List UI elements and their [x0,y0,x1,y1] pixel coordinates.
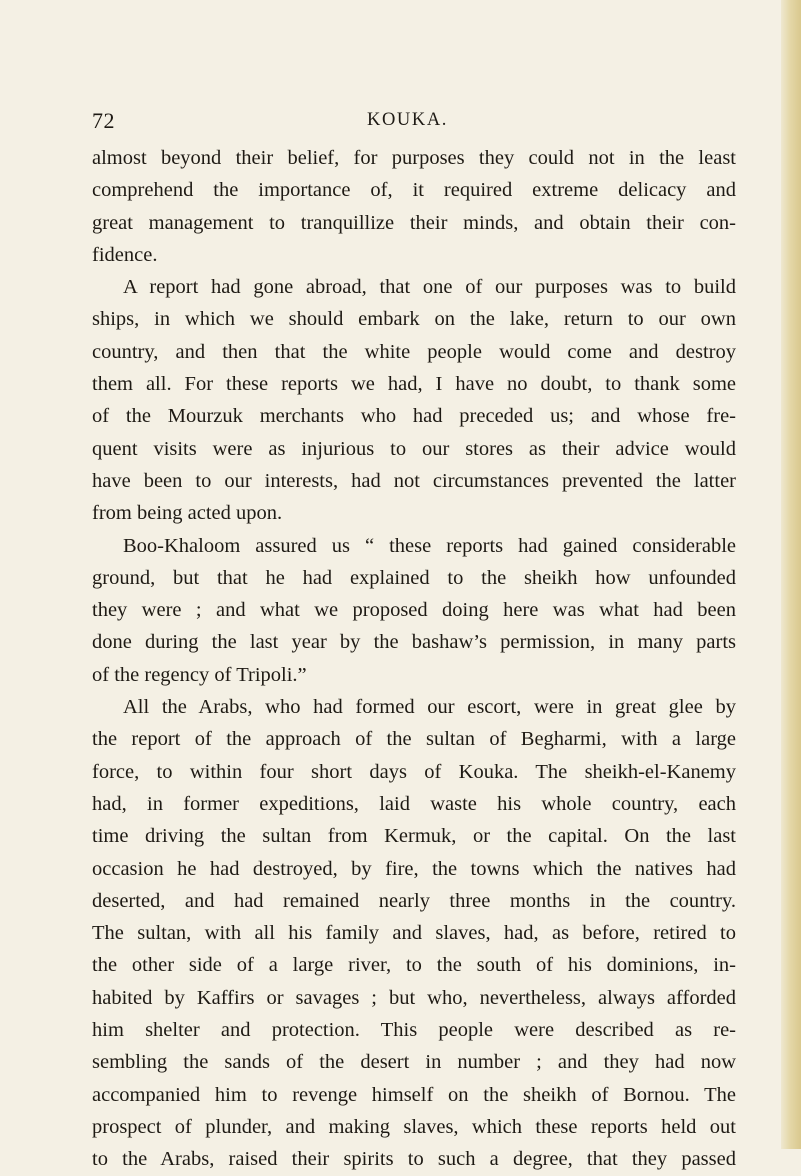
text-line: prospect of plunder, and making slaves, which these reports held out [92,1115,736,1138]
text-line: of the Mourzuk merchants who had preceded us; and whose fre- [92,405,736,428]
text-line: him shelter and protection. This people were described as re- [92,1019,736,1042]
text-line: them all. For these reports we had, I have no doubt, to thank some [92,373,736,396]
text-line: force, to within four short days of Kouka. The sheikh-el-Kanemy [92,760,736,783]
text-line: Boo-Khaloom assured us “ these reports had gained considerable [123,534,736,557]
body-text [92,142,736,1176]
text-line: A report had gone abroad, that one of our purposes was to build [123,276,736,299]
text-line: country, and then that the white people would come and destroy [92,340,736,363]
text-line: the report of the approach of the sultan of Begharmi, with a large [92,728,736,751]
text-line: time driving the sultan from Kermuk, or the capital. On the last [92,825,736,848]
text-line: accompanied him to revenge himself on the sheikh of Bornou. The [92,1083,736,1106]
text-line: The sultan, with all his family and slaves, had, as before, retired to [92,922,736,945]
text-line: comprehend the importance of, it required extreme delicacy and [92,179,736,202]
text-line: the other side of a large river, to the south of his dominions, in- [92,954,736,977]
text-line: almost beyond their belief, for purposes they could not in the least [92,147,736,169]
text-line: done during the last year by the bashaw’s permission, in many parts [92,631,736,654]
text-line: from being acted upon. [92,502,283,525]
text-line: deserted, and had remained nearly three months in the country. [92,889,736,912]
text-line: fidence. [92,243,158,266]
text-line: sembling the sands of the desert in number ; and they had now [92,1051,736,1074]
page-number: 72 [92,108,115,133]
text-line: of the regency of Tripoli.” [92,663,307,686]
text-line: they were ; and what we proposed doing here was what had been [92,599,736,622]
text-line: had, in former expeditions, laid waste his whole country, each [92,792,736,815]
text-line: great management to tranquillize their minds, and obtain their con- [92,211,736,234]
text-line: ships, in which we should embark on the lake, return to our own [92,308,736,331]
text-line: All the Arabs, who had formed our escort, were in great glee by [123,696,736,719]
text-line: have been to our interests, had not circumstances prevented the latter [92,469,736,492]
text-line: ground, but that he had explained to the sheikh how unfounded [92,566,736,589]
text-line: to the Arabs, raised their spirits to such a degree, that they passed [92,1148,736,1171]
running-title: KOUKA. [367,110,449,130]
text-line: habited by Kaffirs or savages ; but who, nevertheless, always afforded [92,986,736,1009]
text-line: quent visits were as injurious to our stores as their advice would [92,437,736,460]
page-edge [781,0,801,1149]
running-head [92,108,736,134]
text-line: occasion he had destroyed, by fire, the towns which the natives had [92,857,736,880]
